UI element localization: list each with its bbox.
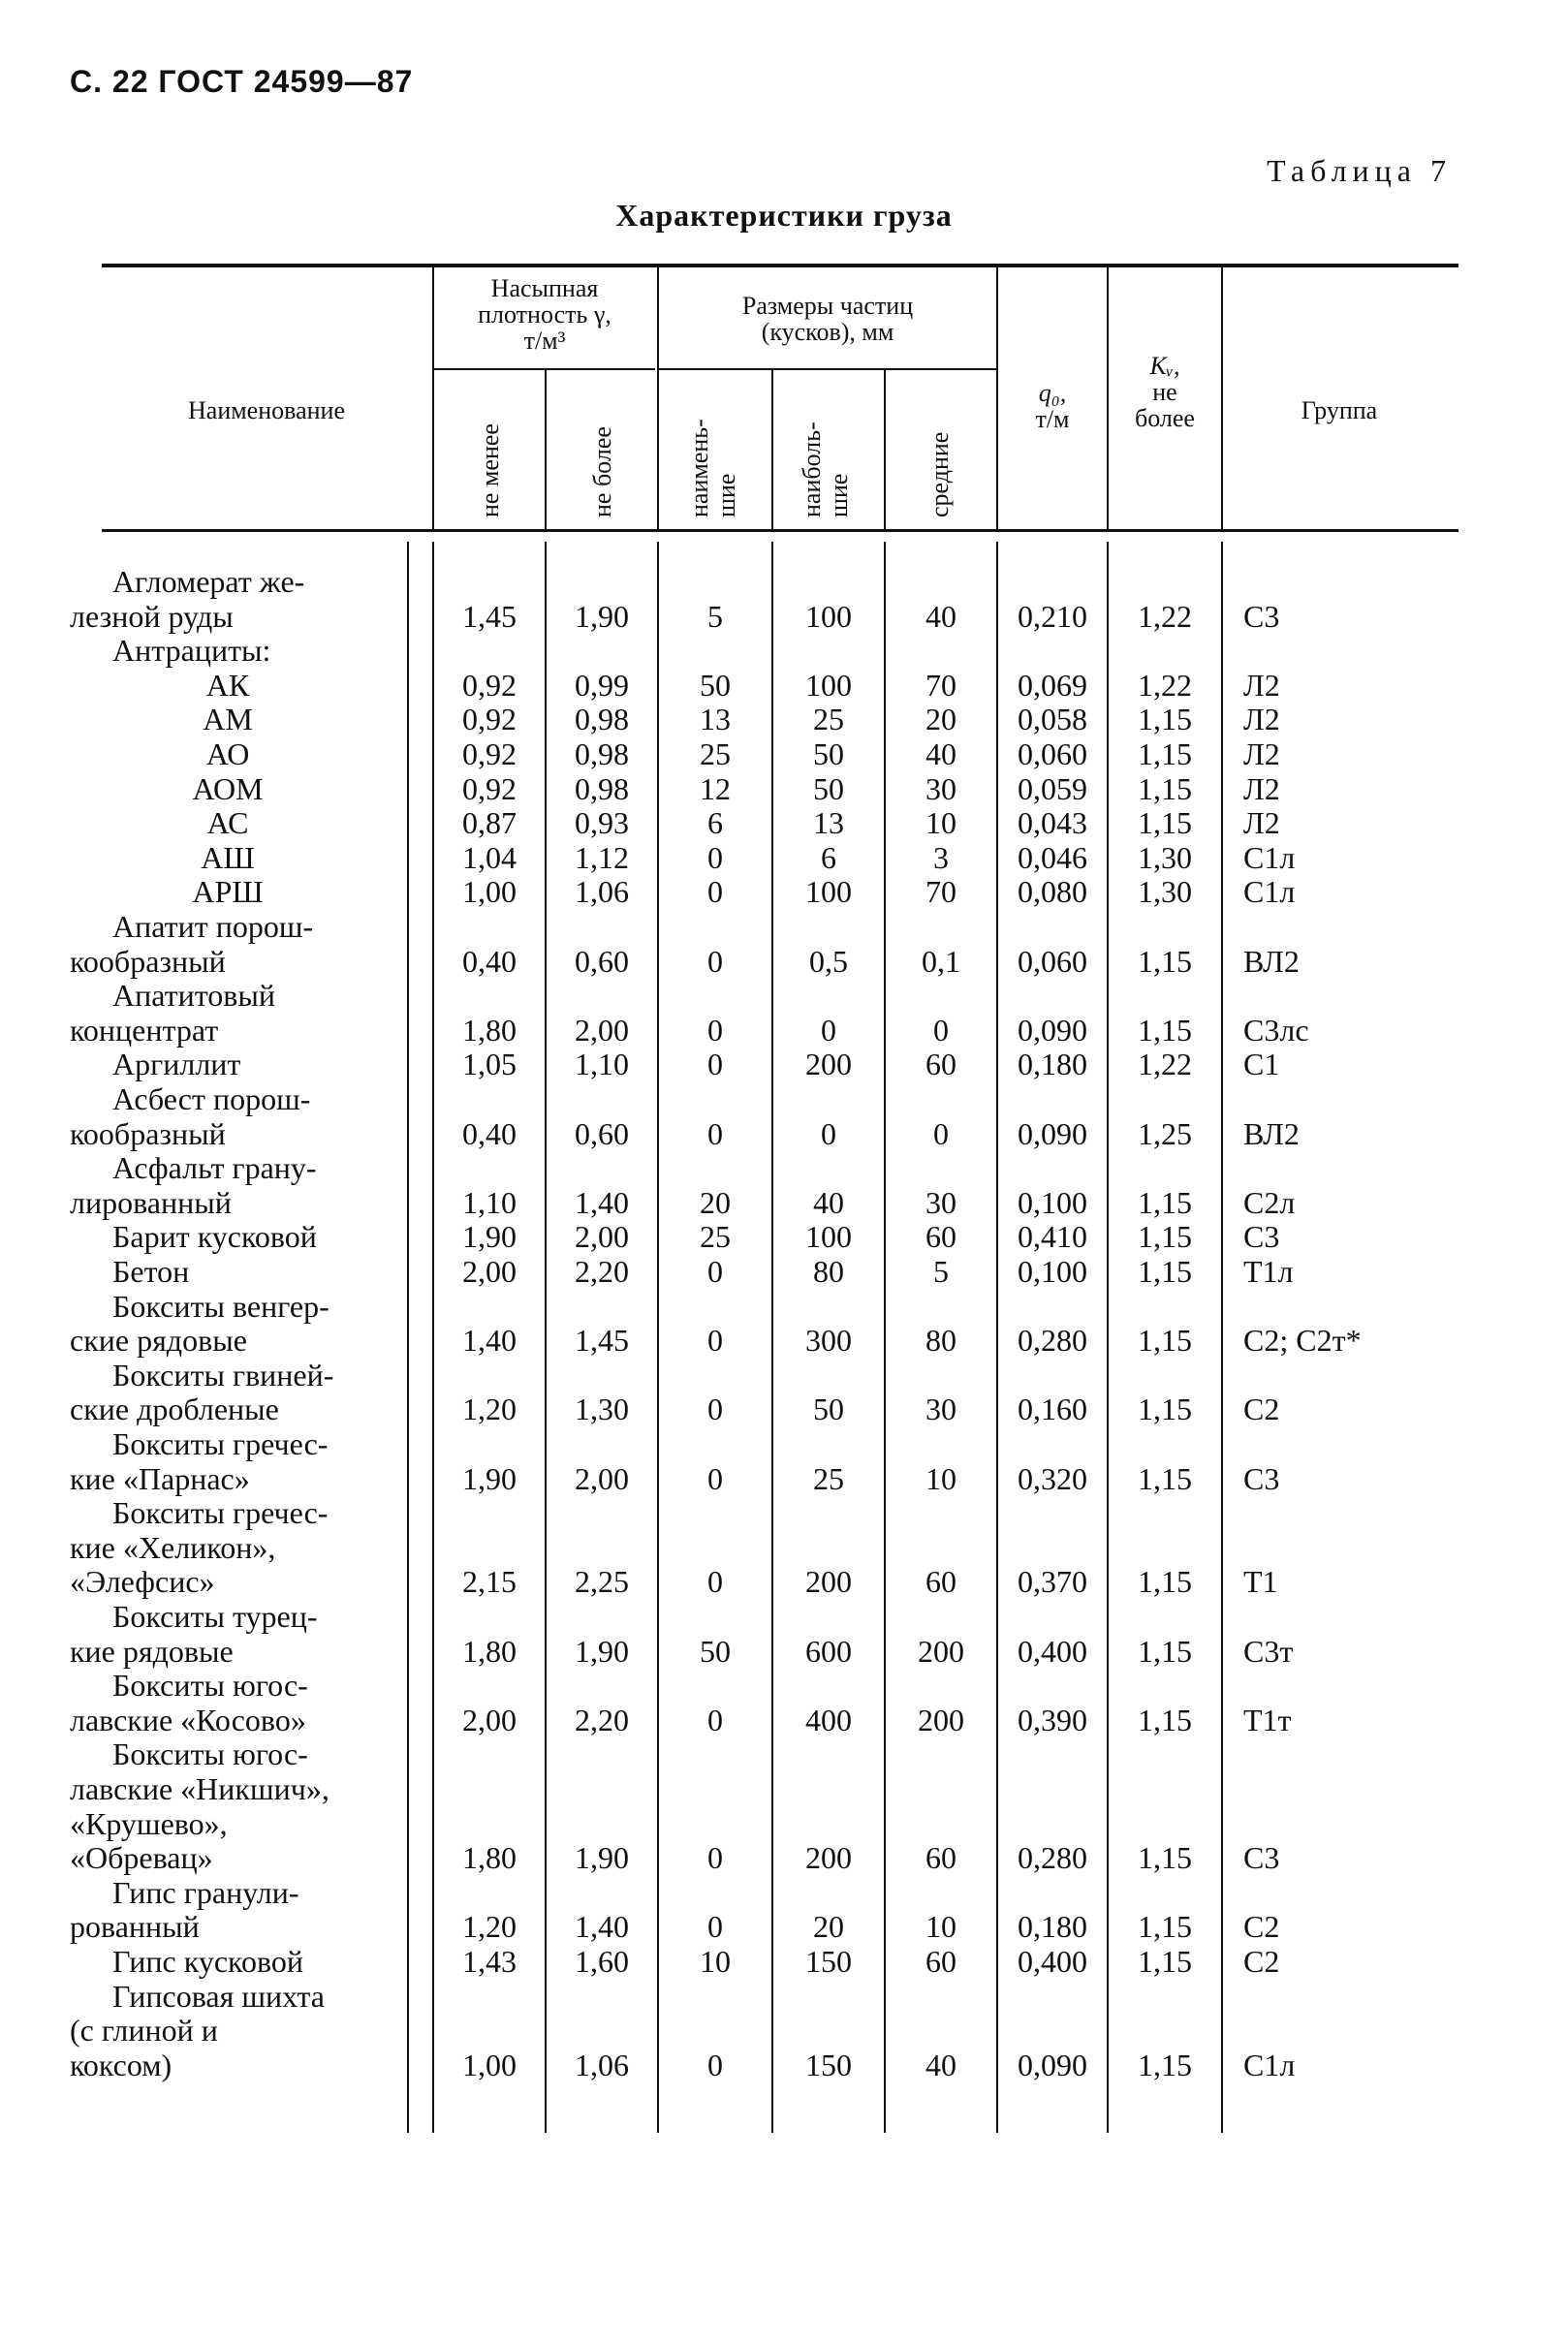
row-cell-kv: 1,15 (1138, 1944, 1192, 1979)
row-cell-smin: 0 (707, 943, 723, 979)
col-header-density-min-label: не менее (476, 423, 504, 517)
row-cell-q0: 0,180 (1018, 1909, 1087, 1945)
row-name-line: АОМ (192, 770, 264, 806)
row-cell-group: Л2 (1243, 805, 1280, 841)
row-name-line: (с глиной и (70, 2013, 218, 2049)
row-cell-kv: 1,15 (1138, 702, 1192, 737)
row-cell-savg: 20 (925, 702, 956, 737)
row-cell-group: С2 (1243, 1909, 1280, 1945)
row-cell-kv: 1,15 (1138, 943, 1192, 979)
row-cell-smax: 200 (805, 1047, 852, 1082)
row-cell-dmin: 1,10 (462, 1184, 517, 1220)
row-name-line: Бокситы турец- (112, 1599, 318, 1634)
row-cell-smax: 50 (813, 770, 844, 806)
row-cell-kv: 1,15 (1138, 770, 1192, 806)
row-cell-smin: 20 (700, 1184, 731, 1220)
row-cell-smax: 100 (805, 874, 852, 910)
row-cell-q0: 0,046 (1018, 839, 1087, 875)
row-cell-smin: 50 (700, 667, 731, 703)
row-cell-smin: 0 (707, 1909, 723, 1945)
row-name-line: Гипсовая шихта (112, 1978, 325, 2014)
row-cell-group: С2; С2т* (1243, 1323, 1362, 1359)
row-cell-smax: 0,5 (809, 943, 848, 979)
row-cell-dmax: 1,10 (575, 1047, 629, 1082)
row-cell-group: Т1 (1243, 1564, 1278, 1600)
row-cell-smax: 0 (821, 1012, 836, 1048)
row-name-line: «Крушево», (70, 1805, 228, 1841)
row-cell-dmin: 0,92 (462, 667, 517, 703)
col-header-size-max-line: шие (825, 473, 853, 517)
col-header-kv-line: не (1152, 378, 1177, 406)
table-title: Характеристики груза (615, 198, 953, 233)
row-cell-savg: 30 (925, 1392, 956, 1427)
row-name-line: кообразный (70, 943, 226, 979)
row-cell-savg: 40 (925, 598, 956, 634)
row-name-line: лированный (70, 1184, 232, 1220)
row-cell-q0: 0,280 (1018, 1840, 1087, 1876)
row-cell-kv: 1,15 (1138, 1392, 1192, 1427)
col-header-size-min-line: шие (712, 473, 740, 517)
row-cell-savg: 60 (925, 1840, 956, 1876)
row-cell-dmax: 0,98 (575, 770, 629, 806)
row-cell-kv: 1,25 (1138, 1115, 1192, 1151)
row-cell-dmax: 0,60 (575, 943, 629, 979)
row-cell-kv: 1,15 (1138, 1702, 1192, 1737)
col-header-name: Наименование (188, 396, 345, 424)
row-name-line: лавские «Никшич», (70, 1771, 329, 1806)
row-cell-q0: 0,090 (1018, 2047, 1087, 2082)
col-header-density-max-label: не более (588, 426, 616, 517)
row-cell-smax: 25 (813, 1460, 844, 1496)
row-cell-q0: 0,180 (1018, 1047, 1087, 1082)
row-name-line: Апатит порош- (112, 909, 314, 944)
row-cell-q0: 0,400 (1018, 1633, 1087, 1669)
row-cell-q0: 0,080 (1018, 874, 1087, 910)
page-header: С. 22 ГОСТ 24599—87 (70, 64, 414, 99)
row-cell-group: С1л (1243, 2047, 1296, 2082)
row-cell-dmin: 1,80 (462, 1840, 517, 1876)
row-cell-kv: 1,15 (1138, 1460, 1192, 1496)
row-cell-kv: 1,15 (1138, 736, 1192, 771)
row-cell-kv: 1,15 (1138, 1254, 1192, 1289)
row-cell-savg: 30 (925, 1184, 956, 1220)
row-cell-q0: 0,400 (1018, 1944, 1087, 1979)
row-cell-dmax: 2,25 (575, 1564, 629, 1600)
row-cell-smax: 6 (821, 839, 836, 875)
row-cell-q0: 0,410 (1018, 1219, 1087, 1255)
row-cell-smax: 50 (813, 1392, 844, 1427)
row-cell-group: С3 (1243, 1840, 1280, 1876)
row-cell-group: С3 (1243, 1460, 1280, 1496)
row-cell-savg: 60 (925, 1047, 956, 1082)
row-cell-kv: 1,30 (1138, 874, 1192, 910)
row-cell-savg: 80 (925, 1323, 956, 1359)
row-name-line: Аргиллит (112, 1047, 241, 1082)
row-cell-smin: 0 (707, 1254, 723, 1289)
row-cell-q0: 0,390 (1018, 1702, 1087, 1737)
row-cell-dmax: 1,40 (575, 1909, 629, 1945)
row-cell-group: Т1т (1243, 1702, 1292, 1737)
col-header-density-line: плотность γ, (478, 300, 612, 328)
row-name-line: ские дробленые (70, 1392, 279, 1427)
col-header-sizes-line: Размеры частиц (741, 292, 914, 320)
row-cell-savg: 200 (918, 1702, 964, 1737)
row-cell-smax: 13 (813, 805, 844, 841)
row-cell-savg: 70 (925, 874, 956, 910)
row-cell-group: ВЛ2 (1243, 943, 1300, 979)
row-cell-q0: 0,043 (1018, 805, 1087, 841)
row-cell-dmin: 1,40 (462, 1323, 517, 1359)
row-cell-q0: 0,100 (1018, 1184, 1087, 1220)
row-cell-smax: 600 (805, 1633, 852, 1669)
row-cell-group: Л2 (1243, 667, 1280, 703)
col-header-kv-line: Kᵥ, (1149, 352, 1180, 380)
row-cell-dmin: 1,00 (462, 2047, 517, 2082)
row-cell-savg: 5 (933, 1254, 949, 1289)
row-cell-q0: 0,059 (1018, 770, 1087, 806)
row-cell-smin: 0 (707, 1115, 723, 1151)
row-cell-dmax: 1,90 (575, 1840, 629, 1876)
row-cell-q0: 0,160 (1018, 1392, 1087, 1427)
row-cell-smax: 20 (813, 1909, 844, 1945)
row-cell-smin: 10 (700, 1944, 731, 1979)
row-cell-dmax: 0,99 (575, 667, 629, 703)
row-cell-group: С2 (1243, 1944, 1280, 1979)
row-name-line: Антрациты: (112, 633, 271, 669)
row-cell-smin: 0 (707, 1392, 723, 1427)
row-name-line: кие «Хеликон», (70, 1529, 276, 1565)
row-cell-smax: 300 (805, 1323, 852, 1359)
row-cell-dmax: 2,20 (575, 1702, 629, 1737)
row-cell-q0: 0,210 (1018, 598, 1087, 634)
row-cell-dmin: 1,90 (462, 1460, 517, 1496)
row-cell-group: С1 (1243, 1047, 1280, 1082)
row-cell-smin: 0 (707, 839, 723, 875)
row-name-line: АО (205, 736, 250, 771)
row-cell-smin: 12 (700, 770, 731, 806)
row-cell-kv: 1,30 (1138, 839, 1192, 875)
row-cell-group: Л2 (1243, 702, 1280, 737)
row-name-line: Бетон (112, 1254, 190, 1289)
row-cell-savg: 0,1 (922, 943, 960, 979)
row-cell-savg: 60 (925, 1564, 956, 1600)
row-cell-savg: 0 (933, 1115, 949, 1151)
row-cell-group: С3т (1243, 1633, 1294, 1669)
row-name-line: Барит кусковой (112, 1219, 317, 1255)
row-cell-dmin: 1,43 (462, 1944, 517, 1979)
row-cell-dmin: 0,92 (462, 736, 517, 771)
row-cell-group: С3 (1243, 598, 1280, 634)
row-name-line: коксом) (70, 2047, 172, 2082)
row-cell-smax: 200 (805, 1840, 852, 1876)
col-header-density-line: т/м³ (523, 327, 566, 355)
row-name-line: Асбест порош- (112, 1081, 311, 1116)
row-name-line: кообразный (70, 1115, 226, 1151)
row-cell-group: С3лс (1243, 1012, 1309, 1048)
row-cell-group: С1л (1243, 839, 1296, 875)
row-cell-group: Л2 (1243, 736, 1280, 771)
row-cell-q0: 0,069 (1018, 667, 1087, 703)
row-name-line: АШ (201, 839, 255, 875)
row-cell-group: Л2 (1243, 770, 1280, 806)
row-cell-smin: 0 (707, 1460, 723, 1496)
row-cell-dmax: 2,00 (575, 1012, 629, 1048)
row-cell-savg: 60 (925, 1944, 956, 1979)
row-cell-kv: 1,22 (1138, 598, 1192, 634)
row-cell-kv: 1,15 (1138, 1184, 1192, 1220)
row-cell-savg: 10 (925, 1909, 956, 1945)
row-cell-dmin: 1,20 (462, 1909, 517, 1945)
row-cell-savg: 60 (925, 1219, 956, 1255)
col-header-sizes-line: (кусков), мм (761, 318, 894, 346)
row-cell-dmax: 0,60 (575, 1115, 629, 1151)
row-cell-dmax: 0,98 (575, 702, 629, 737)
row-cell-smax: 100 (805, 598, 852, 634)
row-name-line: АС (206, 805, 249, 841)
row-cell-smax: 25 (813, 702, 844, 737)
row-cell-kv: 1,15 (1138, 2047, 1192, 2082)
col-header-size-avg-label: средние (925, 431, 954, 517)
row-name-line: Апатитовый (112, 978, 276, 1014)
row-cell-q0: 0,058 (1018, 702, 1087, 737)
row-cell-q0: 0,280 (1018, 1323, 1087, 1359)
row-cell-savg: 3 (933, 839, 949, 875)
row-cell-group: ВЛ2 (1243, 1115, 1300, 1151)
row-cell-kv: 1,15 (1138, 1564, 1192, 1600)
row-name-line: Асфальт грану- (112, 1150, 317, 1186)
row-cell-dmax: 1,45 (575, 1323, 629, 1359)
row-name-line: Гипс кусковой (112, 1944, 303, 1979)
row-cell-dmin: 1,45 (462, 598, 517, 634)
row-cell-group: Т1л (1243, 1254, 1294, 1289)
col-header-density-line: Насыпная (490, 274, 599, 302)
row-cell-smin: 13 (700, 702, 731, 737)
row-cell-dmin: 2,00 (462, 1702, 517, 1737)
row-cell-dmin: 0,87 (462, 805, 517, 841)
row-cell-kv: 1,15 (1138, 1840, 1192, 1876)
row-cell-kv: 1,15 (1138, 1219, 1192, 1255)
row-name-line: Бокситы гречес- (112, 1426, 329, 1461)
row-name-line: «Элефсис» (70, 1564, 215, 1600)
row-cell-kv: 1,22 (1138, 667, 1192, 703)
row-cell-smax: 50 (813, 736, 844, 771)
row-cell-group: С2 (1243, 1392, 1280, 1427)
row-cell-q0: 0,320 (1018, 1460, 1087, 1496)
row-name-line: АРШ (192, 874, 264, 910)
row-cell-dmax: 1,30 (575, 1392, 629, 1427)
row-cell-dmin: 1,00 (462, 874, 517, 910)
row-cell-dmin: 0,40 (462, 1115, 517, 1151)
row-cell-savg: 10 (925, 805, 956, 841)
row-cell-q0: 0,100 (1018, 1254, 1087, 1289)
row-cell-dmax: 1,90 (575, 1633, 629, 1669)
row-cell-smax: 100 (805, 1219, 852, 1255)
col-header-size-max-line: наиболь- (798, 422, 826, 517)
row-cell-smin: 25 (700, 1219, 731, 1255)
row-cell-smin: 0 (707, 874, 723, 910)
row-cell-smin: 0 (707, 1047, 723, 1082)
row-cell-dmin: 1,04 (462, 839, 517, 875)
col-header-q0-line: т/м (1035, 405, 1070, 433)
row-name-line: лавские «Косово» (70, 1702, 306, 1737)
row-cell-dmin: 2,15 (462, 1564, 517, 1600)
row-cell-q0: 0,060 (1018, 736, 1087, 771)
row-cell-dmax: 1,60 (575, 1944, 629, 1979)
col-header-kv-line: более (1135, 404, 1195, 432)
row-name-line: АК (205, 667, 250, 703)
row-name-line: Бокситы югос- (112, 1668, 308, 1704)
row-cell-dmin: 0,92 (462, 702, 517, 737)
row-name-line: Бокситы венгер- (112, 1288, 329, 1324)
row-cell-dmax: 2,00 (575, 1460, 629, 1496)
row-cell-q0: 0,370 (1018, 1564, 1087, 1600)
row-cell-savg: 10 (925, 1460, 956, 1496)
row-cell-q0: 0,090 (1018, 1012, 1087, 1048)
row-name-line: Гипс гранули- (112, 1874, 299, 1910)
row-cell-smin: 50 (700, 1633, 731, 1669)
row-cell-kv: 1,15 (1138, 805, 1192, 841)
row-cell-kv: 1,15 (1138, 1323, 1192, 1359)
row-cell-smin: 0 (707, 1840, 723, 1876)
row-name-line: АМ (203, 702, 253, 737)
row-cell-group: С2л (1243, 1184, 1296, 1220)
row-cell-dmax: 1,06 (575, 2047, 629, 2082)
row-cell-smax: 150 (805, 2047, 852, 2082)
row-cell-savg: 70 (925, 667, 956, 703)
col-header-q0-line: q₀, (1038, 379, 1067, 407)
row-cell-dmin: 1,05 (462, 1047, 517, 1082)
row-cell-smax: 150 (805, 1944, 852, 1979)
row-cell-smax: 40 (813, 1184, 844, 1220)
row-cell-savg: 30 (925, 770, 956, 806)
row-name-line: концентрат (70, 1012, 219, 1048)
row-name-line: кие рядовые (70, 1633, 234, 1669)
col-header-size-min-line: наимень- (685, 419, 713, 517)
row-cell-dmin: 1,90 (462, 1219, 517, 1255)
row-cell-dmin: 1,80 (462, 1012, 517, 1048)
row-cell-q0: 0,060 (1018, 943, 1087, 979)
row-cell-smax: 200 (805, 1564, 852, 1600)
row-cell-smin: 0 (707, 2047, 723, 2082)
row-name-line: рованный (70, 1909, 200, 1945)
row-cell-smin: 0 (707, 1012, 723, 1048)
row-cell-kv: 1,15 (1138, 1012, 1192, 1048)
row-cell-savg: 40 (925, 2047, 956, 2082)
row-cell-dmax: 1,90 (575, 598, 629, 634)
row-cell-dmin: 0,92 (462, 770, 517, 806)
row-cell-smin: 5 (707, 598, 723, 634)
row-cell-smin: 25 (700, 736, 731, 771)
row-cell-dmax: 0,93 (575, 805, 629, 841)
row-name-line: Агломерат же- (112, 564, 305, 599)
row-name-line: кие «Парнас» (70, 1460, 250, 1496)
row-cell-dmax: 1,12 (575, 839, 629, 875)
row-cell-dmin: 2,00 (462, 1254, 517, 1289)
row-cell-smin: 6 (707, 805, 723, 841)
row-name-line: Бокситы югос- (112, 1736, 308, 1772)
row-cell-smax: 400 (805, 1702, 852, 1737)
row-cell-smax: 80 (813, 1254, 844, 1289)
row-cell-dmin: 0,40 (462, 943, 517, 979)
row-cell-smin: 0 (707, 1564, 723, 1600)
row-cell-dmax: 2,20 (575, 1254, 629, 1289)
row-cell-kv: 1,15 (1138, 1633, 1192, 1669)
row-cell-dmin: 1,80 (462, 1633, 517, 1669)
row-cell-savg: 0 (933, 1012, 949, 1048)
row-cell-group: С1л (1243, 874, 1296, 910)
row-cell-group: С3 (1243, 1219, 1280, 1255)
row-cell-dmax: 2,00 (575, 1219, 629, 1255)
row-name-line: «Обревац» (70, 1840, 213, 1876)
row-cell-savg: 40 (925, 736, 956, 771)
row-cell-dmax: 1,40 (575, 1184, 629, 1220)
row-cell-dmax: 0,98 (575, 736, 629, 771)
row-name-line: Бокситы гречес- (112, 1495, 329, 1531)
row-cell-kv: 1,22 (1138, 1047, 1192, 1082)
row-name-line: ские рядовые (70, 1323, 247, 1359)
row-cell-smax: 0 (821, 1115, 836, 1151)
row-name-line: Бокситы гвиней- (112, 1357, 334, 1392)
table-label: Таблица 7 (1267, 153, 1452, 188)
row-cell-kv: 1,15 (1138, 1909, 1192, 1945)
row-cell-smax: 100 (805, 667, 852, 703)
row-cell-q0: 0,090 (1018, 1115, 1087, 1151)
row-cell-smin: 0 (707, 1702, 723, 1737)
col-header-group: Группа (1301, 396, 1378, 424)
row-cell-dmax: 1,06 (575, 874, 629, 910)
row-name-line: лезной руды (70, 598, 234, 634)
row-cell-smin: 0 (707, 1323, 723, 1359)
row-cell-dmin: 1,20 (462, 1392, 517, 1427)
row-cell-savg: 200 (918, 1633, 964, 1669)
